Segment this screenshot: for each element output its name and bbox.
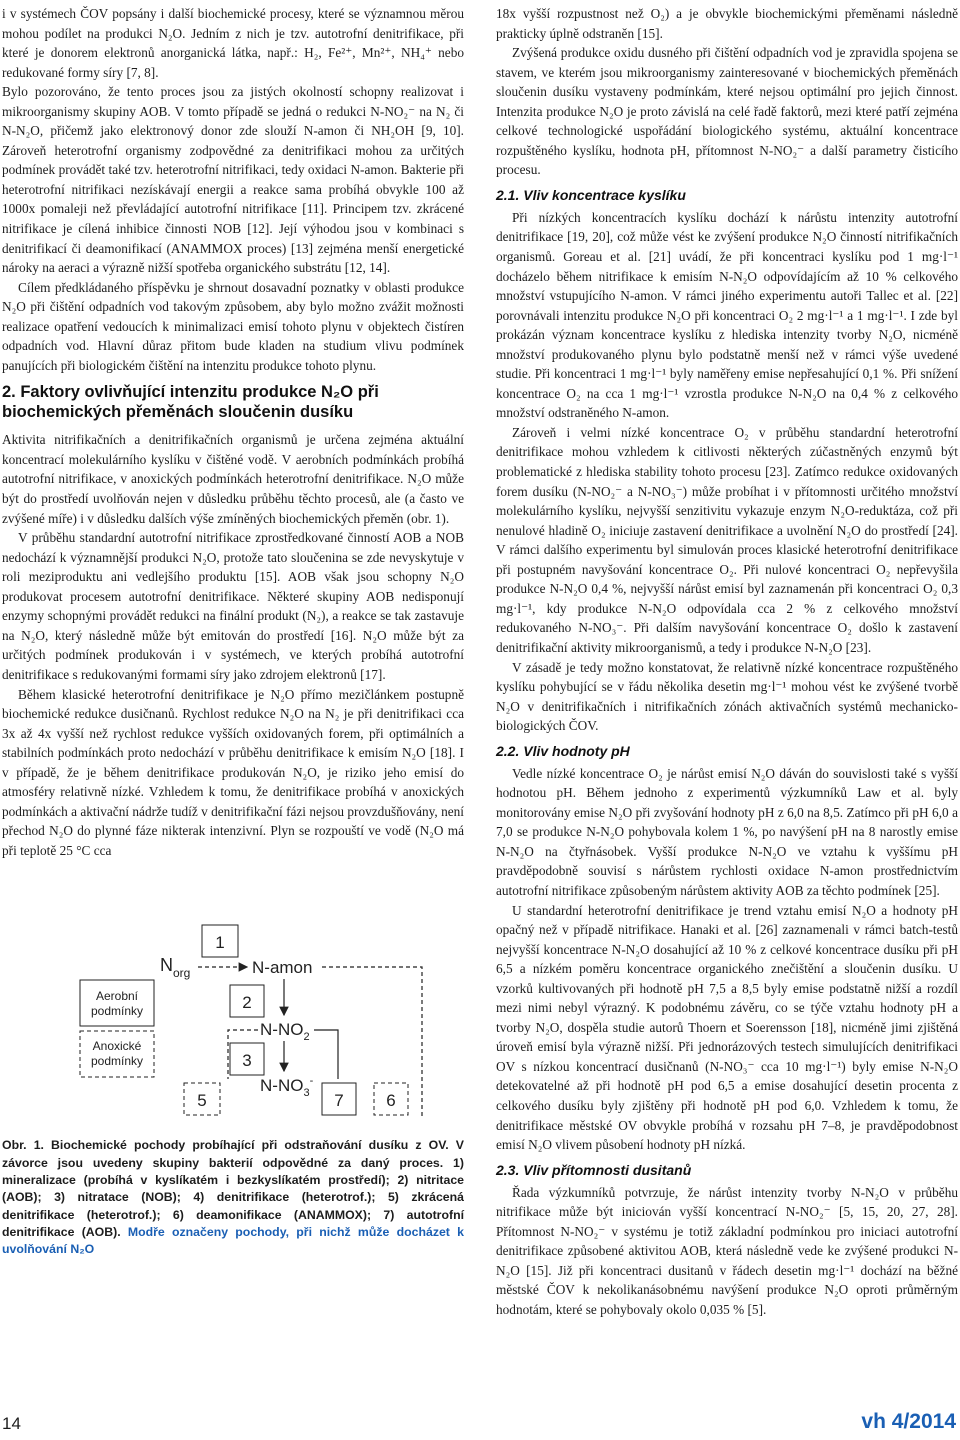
n-no3-label: $N-NO_3^-$ bbox=[260, 1075, 314, 1100]
legend-aerobic-box bbox=[80, 980, 154, 1026]
right-column bbox=[496, 4, 958, 1319]
caption-highlight: Modře označeny pochody, při nichž může docházet k uvolňování N₂O bbox=[2, 1224, 464, 1257]
paragraph: Zvýšená produkce oxidu dusného při čištění odpadních vod je zpravidla spojena se stavem, ve kterém jsou mikroorganismy zainteresované v biochemických přeměnách sloučenin dusíku vystaveny podmínkám, které nejsou optimální pro jejich činnost. Intenzita produkce N₂O je proto závislá na celé řadě faktorů, mezi které patří zejména celkové technologické uspořádání biologického systému, aktuální koncentrace rozpuštěného kyslíku, hodnota pH, přítomnost N-NO₂⁻ a další parametry čisticího procesu. bbox=[496, 45, 958, 178]
process-number-1: 1 bbox=[215, 933, 225, 953]
paragraph: Vedle nízké koncentrace O₂ je nárůst emisí N₂O dáván do souvislosti také s vyšší hodnotou pH. Během jednoho z experimentů výzkumníků Law et al. byly monitorovány emise N₂O při zvyšování hodnoty pH z 6,0 na 8,5. Zatímco při pH 6,0 a 7,0 se produkce N-N₂O pohybovala kolem 1 %, po navýšení pH na 8 narostly emise N-N₂O na čtyřnásobek. Vyšší produkce N-N₂O ve vztahu k vyššímu pH pravděpodobně souvisí s nárůstem rychlosti oxidace N-amon prostřednictvím autotrofní nitrifikace způsobeným nárůstem aktivity AOB za těchto podmínek [25]. bbox=[496, 765, 958, 898]
process-number-2: 2 bbox=[242, 993, 252, 1013]
paragraph: V zásadě je tedy možno konstatovat, že relativně nízké koncentrace rozpuštěného kyslíku pohybující se v řádu několika desetin mg·l⁻¹ mohou vést ke zvýšené tvorbě N₂O v denitrifikačních i nitrifikačních zónách aktivačních systémů mechanicko-biologických ČOV. bbox=[496, 659, 958, 734]
subsection-heading: 2.1. Vliv koncentrace kyslíku bbox=[496, 186, 686, 203]
figure-caption bbox=[2, 1137, 464, 1258]
paragraph: Cílem předkládaného příspěvku je shrnout dosavadní poznatky v oblasti produkce N₂O při čištění odpadních vod takovým způsobem, aby bylo možno zvážit možnosti realizace opatření vedoucích k minimalizaci emisí tohoto plynu v objektech čistíren odpadních vod. Hlavní důraz přitom bude kladen na studium vlivu podmínek panujících při biologickém čištění na intenzitu produkce tohoto plynu. bbox=[2, 279, 464, 373]
legend-anoxic-label-1: Anoxické bbox=[92, 1039, 142, 1054]
paragraph: Zároveň i velmi nízké koncentrace O₂ v průběhu standardní heterotrofní denitrifikace mohou vzhledem k citlivosti některých zúčastněných enzymů být problematické z hlediska stability tohoto procesu [23]. Zatímco redukce oxidovaných forem dusíku (N-NO₂⁻ a N-NO₃⁻) může probíhat i v přítomnosti určitého množství molekulárního kyslíku, nejvyšší senzitivitu vykazuje enzym N₂O-reduktáza, což při nenulové hladině O₂ iniciuje zastavení denitrifikace a uvolnění N₂O do prostředí [24]. V rámci dalšího experimentu byl simulován proces klasické heterotrofní denitrifikace při postupném navyšování koncentrace O₂. Při nulové koncentraci O₂ nepřevyšila produkce N-N₂O 0,4 %, nejvyšší nárůst emisí byl zaznamenán při koncentraci O₂ 0,3 mg·l⁻¹, kdy produkce N-N₂O odpovídala cca 2 % z celkového množství redukovaného N-NO₃⁻. Při dalším navyšování koncentrace O₂ došlo k zastavení denitrifikační aktivity mikroorganismů, a tedy i produkce N-N₂O [23]. bbox=[496, 424, 958, 655]
caption-text: Obr. 1. Biochemické pochody probíhající při odstraňování dusíku z OV. V závorce jsou uvedeny skupiny bakterií odpovědné za daný proces. 1) mineralizace (probíhá v kyslíkatém i bezkyslíkatém prostředí); 2) nitritace (AOB); 3) nitratace (NOB); 4) denitrifikace (heterotrof.); 5) zkrácená denitrifikace (heterotrof.); 6) deamonifikace (ANAMMOX); 7) autotrofní denitrifikace (AOB). bbox=[2, 1138, 464, 1239]
subsection-heading: 2.3. Vliv přítomnosti dusitanů bbox=[496, 1161, 692, 1178]
figure-diagram bbox=[2, 867, 464, 1125]
process-number-6: 6 bbox=[386, 1091, 396, 1111]
section-heading: 2. Faktory ovlivňující intenzitu produkce N₂O při biochemických přeměnách sloučenin dusíku bbox=[2, 383, 379, 422]
paragraph: Během klasické heterotrofní denitrifikace je N₂O přímo mezičlánkem postupně biochemické redukce dusičnanů. Rychlost redukce N₂O na N₂ je při denitrifikaci cca 3x až 4x vyšší než rychlost redukce vyšších oxidovaných forem, při optimálních a stabilních podmínkách proto nedochází v průběhu denitrifikace k emisím N₂O [18]. I v případě, že je během denitrifikace produkován N₂O, je riziko jeho emisí do atmosféry relativně nízké. Vzhledem k tomu, že denitrifikace probíhá v anoxických podmínkách a aktivační nádrže tudíž v denitrifikační fázi nejsou provzdušňovány, není přechod N₂O do plynné fáze nikterak intenzivní. Plyn se rozpouští ve vodě (N₂O má při teplotě 25 °C cca bbox=[2, 686, 464, 858]
left-column bbox=[2, 4, 464, 1259]
subsection-heading: 2.2. Vliv hodnoty pH bbox=[496, 742, 630, 759]
paragraph: Aktivita nitrifikačních a denitrifikačních organismů je určena zejména aktuální koncentrací molekulárního kyslíku v čištěné vodě. V aerobních podmínkách probíhá autotrofní nitrifikace, v anoxických podmínkách heterotrofní denitrifikace. N₂O může být do prostředí uvolňován nejen v důsledku průběhu těchto procesů, ale (a často ve zvýšené míře) i v důsledku dalších výše zmíněných biochemických přeměn (obr. 1). bbox=[2, 432, 464, 526]
figure-nitrogen-cycle bbox=[2, 867, 464, 1125]
paragraph: U standardní heterotrofní denitrifikace je trend vztahu emisí N₂O a hodnoty pH opačný než v případě nitrifikace. Hanaki et al. [26] zaznamenali v rámci batch-testů nejvyšší koncentrace N-N₂O dosahující až 10 % z celkové koncentrace dusíku při pH 6,5 a nízkém poměru koncentrace organického znečištění a sloučenin dusíku. U vzorků kultivovaných při hodnotě pH 7,5 a 8,5 byly emise podstatně nižší a rozdíl mezi nimi nebyl výrazný. K podobnému závěru, co se týče vztahu hodnoty pH a tvorby N₂O, dospěla studie autorů Thoern et Soerensson [18], nicméně jimi zjištěná úroveň emisí byla výrazně nižší. Při jednorázových testech simulujících denitrifikaci OV s nízkou koncentrací dusičnanů (N-NO₃⁻ cca 10 mg·l⁻¹) byly emise N-N₂O detekovatelné až při hodnotě pH pod 6,5 a emise dosahující desetin procenta z celkového dusíku byly zjištěny při hodnotě pH pod 6,0. Vzhledem k tomu, že denitrifikace městské OV obvykle probíhá v rozsahu pH 7–8, je pravděpodobnost emisí N₂O vlivem působení hodnoty pH nízká. bbox=[496, 902, 958, 1153]
process-number-3: 3 bbox=[242, 1051, 252, 1071]
paragraph: Při nízkých koncentracích kyslíku dochází k nárůstu intenzity autotrofní denitrifikace [19, 20], což může vést ke zvýšení produkce N₂O činností nitrifikačních organismů. Goreau et al. [21] uvádí, že při koncentraci kyslíku pod 1 mg·l⁻¹ docházelo během nitrifikace k emisím N-N₂O odpovídajícím až 10 % celkového množství vstupujícího N-amon. V rámci jiného experimentu autoři Tallec et al. [22] porovnávali intenzitu produkce N₂O při koncentraci O₂ 2 mg·l⁻¹ a 1 mg·l⁻¹. I zde byl prokázán význam koncentrace kyslíku z hlediska intenzity tvorby N₂O, nicméně množství produkovaného plynu bylo podstatně menší než v rámci výše uvedené studie. Při koncentraci 1 mg·l⁻¹ byly naměřeny emise nepřesahující 0,1 %. Při snížení koncentrace O₂ na cca 1 mg·l⁻¹ vzrostla produkce N-N₂O na 0,4 % z celkového množství odstraněného N-amon. bbox=[496, 209, 958, 421]
arrow-autotrophic-denitrification bbox=[314, 1030, 338, 1079]
journal-issue: vh 4/2014 bbox=[861, 1410, 956, 1433]
paragraph: i v systémech ČOV popsány i další biochemické procesy, které se významnou měrou mohou podílet na produkci N₂O. Jedním z nich je tzv. autotrofní denitrifikace, při které je donorem elektronů anorganická látka, např.: H₂, Fe²⁺, Mn²⁺, NH₄⁺ nebo redukované formy síry [7, 8]. bbox=[2, 6, 464, 80]
paragraph: Bylo pozorováno, že tento proces jsou za jistých okolností schopny realizovat i mikroorganismy skupiny AOB. V tomto případě se jedná o redukci N-NO₂⁻ na N₂ či N-N₂O, přičemž jako elektronový donor zde slouží N-amon či NH₂OH [9, 10]. Zároveň heterotrofní organismy zodpovědné za denitrifikaci mohou za určitých podmínek provádět také tzv. heterotrofní nitrifikaci, tedy oxidaci N-amon. Bakterie při heterotrofní nitrifikaci nezískávají energii a reakce sama probíhá obvykle 100 až 1000x pomaleji než převládající autotrofní nitrifikace [11]. Principem tzv. zkrácené nitrifikace je cílená inhibice činnosti NOB [12]. Její výhodou jsou v kombinaci s denitrifikací či deamonifikací (ANAMMOX proces) [13] zejména menší energetické nároky na aeraci a výrazně nižší spotřeba organického substrátu [12, 14]. bbox=[2, 84, 464, 276]
legend-anoxic-label-2: podmínky bbox=[90, 1054, 144, 1069]
process-number-7: 7 bbox=[334, 1091, 344, 1111]
page-number: 14 bbox=[2, 1414, 21, 1433]
paragraph: V průběhu standardní autotrofní nitrifikace zprostředkované činností AOB a NOB nedochází k významnější produkci N₂O, protože tato sloučenina se zde nevyskytuje v roli meziproduktu ani vedlejšího produktu [15]. AOB však jsou schopny N₂O produkovat procesem autotrofní denitrifikace. Některé skupiny AOB nedisponují enzymy schopnými provádět redukci na finální produkt (N₂), a reakce se tak zastavuje na N₂O, který následně může být emitován do prostředí [16]. N₂O může být za určitých podmínek produkován i v systémech, ve kterých probíhá autotrofní denitrifikace s redukovanými formami síry jako zdrojem elektronů [17]. bbox=[2, 530, 464, 682]
legend-aerobic-label-1: Aerobní bbox=[95, 989, 139, 1004]
n-no2-label: $N-NO_2$ bbox=[260, 1020, 310, 1044]
n-org-label: $N_{org}$ bbox=[160, 955, 191, 981]
paragraph: 18x vyšší rozpustnost než O₂) a je obvykle biochemickými přeměnami následně prakticky úplně odstraněn [15]. bbox=[496, 6, 958, 41]
legend-aerobic-label-2: podmínky bbox=[90, 1004, 144, 1019]
paragraph: Řada výzkumníků potvrzuje, že nárůst intenzity tvorby N-N₂O v průběhu nitrifikace může být iniciován vyšší koncentrací N-NO₂⁻ [5, 15, 20, 27, 28]. Přítomnost N-NO₂⁻ v systému je totiž základní podmínkou pro iniciaci autotrofní denitrifikace způsobené aktivitou AOB, která následně vede ke zvýšené produkci N-N₂O [15]. Již při koncentraci dusitanů v řádech desetin mg·l⁻¹ dochází na běžné městské ČOV k nekolikanásobnému navýšení produkce N₂O oproti průměrným hodnotám, které se pohybovaly okolo 0,035 % [5]. bbox=[496, 1184, 958, 1317]
process-number-5: 5 bbox=[197, 1091, 207, 1111]
n-amon-label: N-amon bbox=[252, 958, 313, 978]
